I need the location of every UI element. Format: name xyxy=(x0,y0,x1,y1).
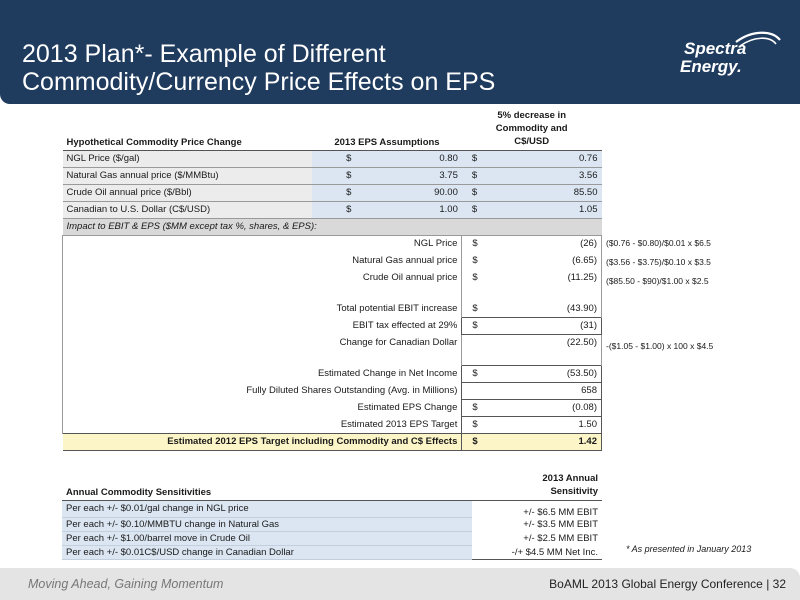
table-row: EBIT tax effected at 29% $ (31) xyxy=(63,317,602,334)
final-eps-row: Estimated 2012 EPS Target including Commodity and C$ Effects $ 1.42 xyxy=(63,433,602,450)
table-row: Per each +/- $0.01C$/USD change in Canadian Dollar -/+ $4.5 MM Net Inc. xyxy=(62,546,602,560)
eps-assumptions-table xyxy=(62,108,602,451)
table-row: Total potential EBIT increase $ (43.90) xyxy=(63,300,602,317)
sensitivities-table xyxy=(62,466,602,560)
table-row: NGL Price $ (26) xyxy=(63,235,602,252)
table-row: Per each +/- $0.01/gal change in NGL price +/- $6.5 MM EBIT xyxy=(62,500,602,518)
col-header-assumptions: 2013 EPS Assumptions xyxy=(312,108,462,150)
table-row: Per each +/- $1.00/barrel move in Crude Oil +/- $2.5 MM EBIT xyxy=(62,532,602,546)
table-header-row xyxy=(62,466,602,500)
footer-tagline: Moving Ahead, Gaining Momentum xyxy=(28,577,224,591)
col-header-decrease: 5% decrease in Commodity and C$/USD xyxy=(462,108,602,150)
formula-note-cad: -($1.05 - $1.00) x 100 x $4.5 xyxy=(606,341,714,351)
formula-note-ngl: ($0.76 - $0.80)/$0.01 x $6.5 xyxy=(606,238,711,248)
footer-conference: BoAML 2013 Global Energy Conference | 32 xyxy=(549,577,786,591)
col-header-sensitivities: Annual Commodity Sensitivities xyxy=(62,466,472,500)
header-band xyxy=(0,0,800,104)
formula-note-crude: ($85.50 - $90)/$1.00 x $2.5 xyxy=(606,276,709,286)
logo-line2: Energy. xyxy=(680,57,742,76)
table-row: Fully Diluted Shares Outstanding (Avg. in Millions) 658 xyxy=(63,382,602,399)
table-row: Crude Oil annual price ($/Bbl) $ 90.00 $ 85.50 xyxy=(63,184,602,201)
footnote: * As presented in January 2013 xyxy=(626,544,752,554)
table-row: Estimated Change in Net Income $ (53.50) xyxy=(63,365,602,382)
table-row: Estimated 2013 EPS Target $ 1.50 xyxy=(63,416,602,433)
table-header-row xyxy=(63,108,602,150)
table-row: Natural Gas annual price ($/MMBtu) $ 3.75 $ 3.56 xyxy=(63,167,602,184)
formula-note-gas: ($3.56 - $3.75)/$0.10 x $3.5 xyxy=(606,257,711,267)
table-row: Crude Oil annual price $ (11.25) xyxy=(63,269,602,286)
page-title: 2013 Plan*- Example of Different Commodity/Currency Price Effects on EPS xyxy=(22,40,496,96)
logo-line1: Spectra xyxy=(684,39,747,58)
col-header-annual-sensitivity: 2013 Annual Sensitivity xyxy=(472,466,602,500)
table-row: NGL Price ($/gal) $ 0.80 $ 0.76 xyxy=(63,150,602,167)
table-row: Natural Gas annual price $ (6.65) xyxy=(63,252,602,269)
table-row: Change for Canadian Dollar (22.50) xyxy=(63,334,602,351)
impact-header-row: Impact to EBIT & EPS ($MM except tax %, shares, & EPS): xyxy=(63,218,602,235)
table-row: Per each +/- $0.10/MMBTU change in Natural Gas +/- $3.5 MM EBIT xyxy=(62,518,602,532)
spectra-energy-logo xyxy=(676,28,784,80)
col-header-price-change: Hypothetical Commodity Price Change xyxy=(63,108,313,150)
footer-bar xyxy=(0,568,800,600)
table-row: Canadian to U.S. Dollar (C$/USD) $ 1.00 $ 1.05 xyxy=(63,201,602,218)
table-row: Estimated EPS Change $ (0.08) xyxy=(63,399,602,416)
